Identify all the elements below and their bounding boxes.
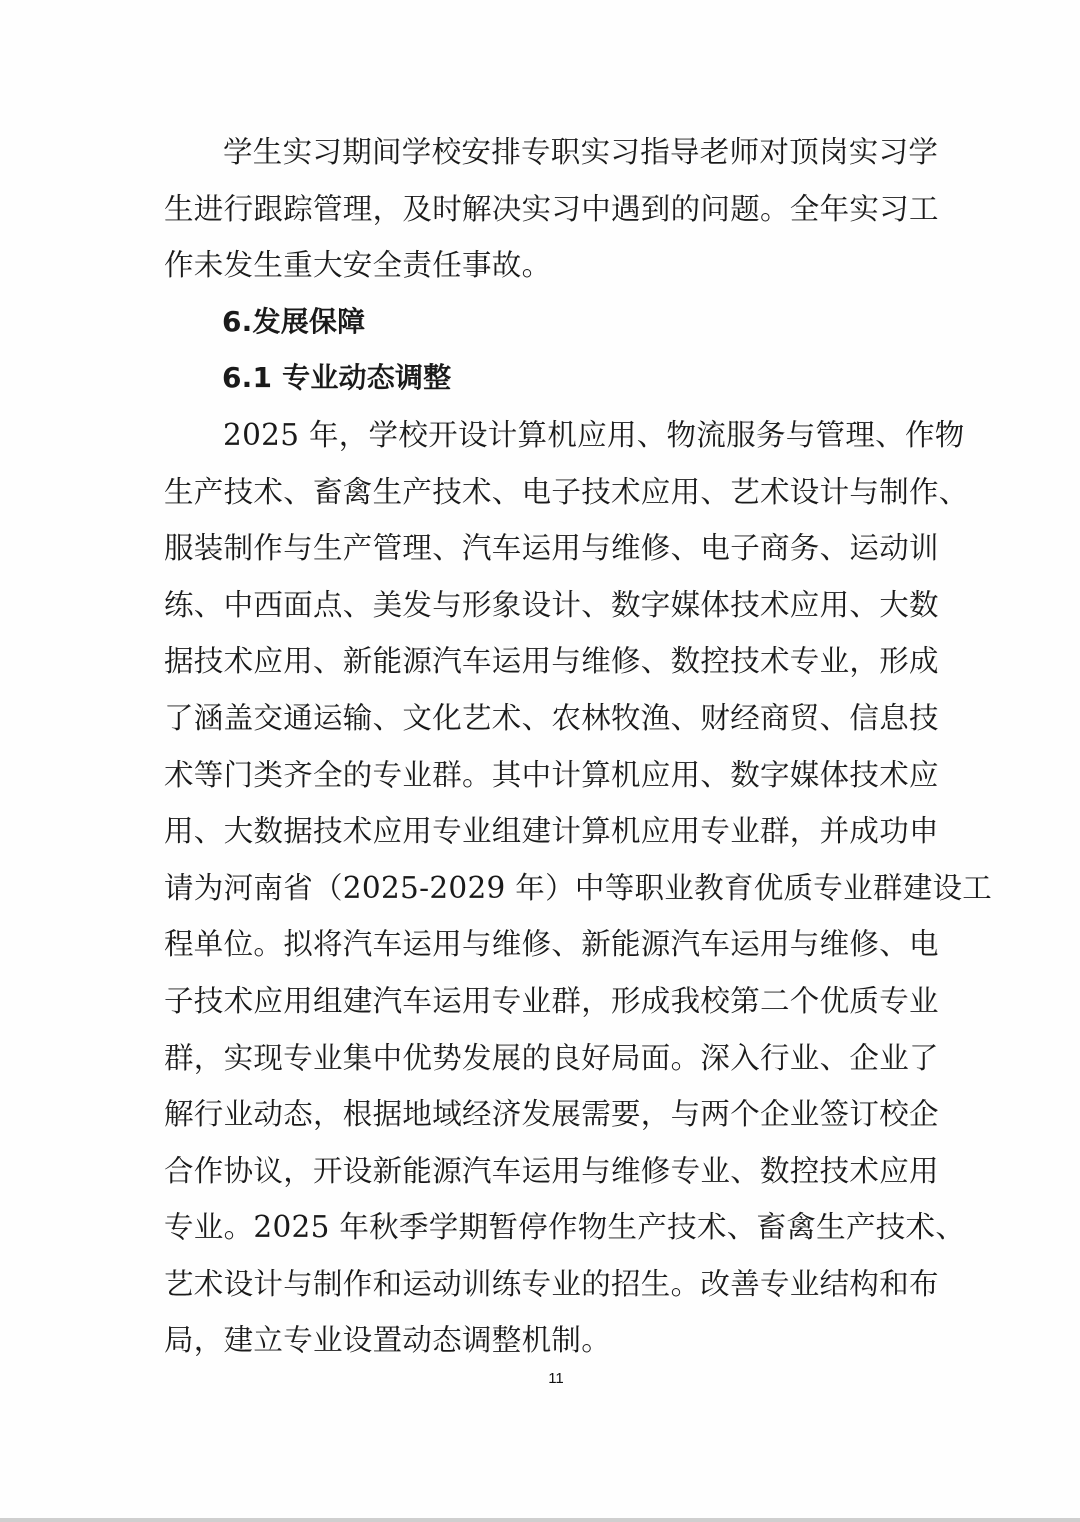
paragraph-line: 用、大数据技术应用专业组建计算机应用专业群，并成功申: [164, 814, 939, 849]
paragraph-line: 子技术应用组建汽车运用专业群，形成我校第二个优质专业: [164, 983, 939, 1018]
paragraph-line: 学生实习期间学校安排专职实习指导老师对顶岗实习学: [223, 135, 939, 169]
paragraph-line: 了涵盖交通运输、文化艺术、农林牧渔、财经商贸、信息技: [164, 700, 939, 735]
paragraph-line: 请为河南省（2025-2029 年）中等职业教育优质专业群建设工: [164, 870, 993, 905]
paragraph-line: 群，实现专业集中优势发展的良好局面。深入行业、企业了: [164, 1040, 939, 1075]
paragraph-line: 作未发生重大安全责任事故。: [164, 248, 552, 283]
paragraph-line: 合作协议，开设新能源汽车运用与维修专业、数控技术应用: [164, 1153, 939, 1188]
paragraph-line: 程单位。拟将汽车运用与维修、新能源汽车运用与维修、电: [164, 927, 939, 962]
paragraph-line: 解行业动态，根据地域经济发展需要，与两个企业签订校企: [164, 1097, 939, 1132]
paragraph-program-adjustment: [164, 411, 993, 1373]
paragraph-line: 局，建立专业设置动态调整机制。: [164, 1323, 612, 1358]
paragraph-line: 2025 年，学校开设计算机应用、物流服务与管理、作物: [223, 417, 965, 452]
subsection-heading: 6.1 专业动态调整: [222, 361, 452, 395]
paragraph-line: 专业。2025 年秋季学期暂停作物生产技术、畜禽生产技术、: [164, 1210, 966, 1245]
paragraph-line: 术等门类齐全的专业群。其中计算机应用、数字媒体技术应: [164, 757, 939, 792]
page-content: [164, 128, 993, 1373]
paragraph-line: 服装制作与生产管理、汽车运用与维修、电子商务、运动训: [164, 531, 939, 566]
paragraph-line: 艺术设计与制作和运动训练专业的招生。改善专业结构和布: [164, 1266, 939, 1301]
paragraph-line: 生进行跟踪管理，及时解决实习中遇到的问题。全年实习工: [164, 191, 939, 226]
paragraph-internship-summary: [164, 128, 939, 298]
paragraph-line: 据技术应用、新能源汽车运用与维修、数控技术专业，形成: [164, 644, 939, 679]
paragraph-line: 练、中西面点、美发与形象设计、数字媒体技术应用、大数: [164, 587, 939, 622]
section-heading: 6.发展保障: [222, 304, 366, 338]
page-bottom-edge: [0, 1518, 1080, 1522]
page-number: 11: [548, 1370, 564, 1387]
paragraph-line: 生产技术、畜禽生产技术、电子技术应用、艺术设计与制作、: [164, 474, 969, 509]
